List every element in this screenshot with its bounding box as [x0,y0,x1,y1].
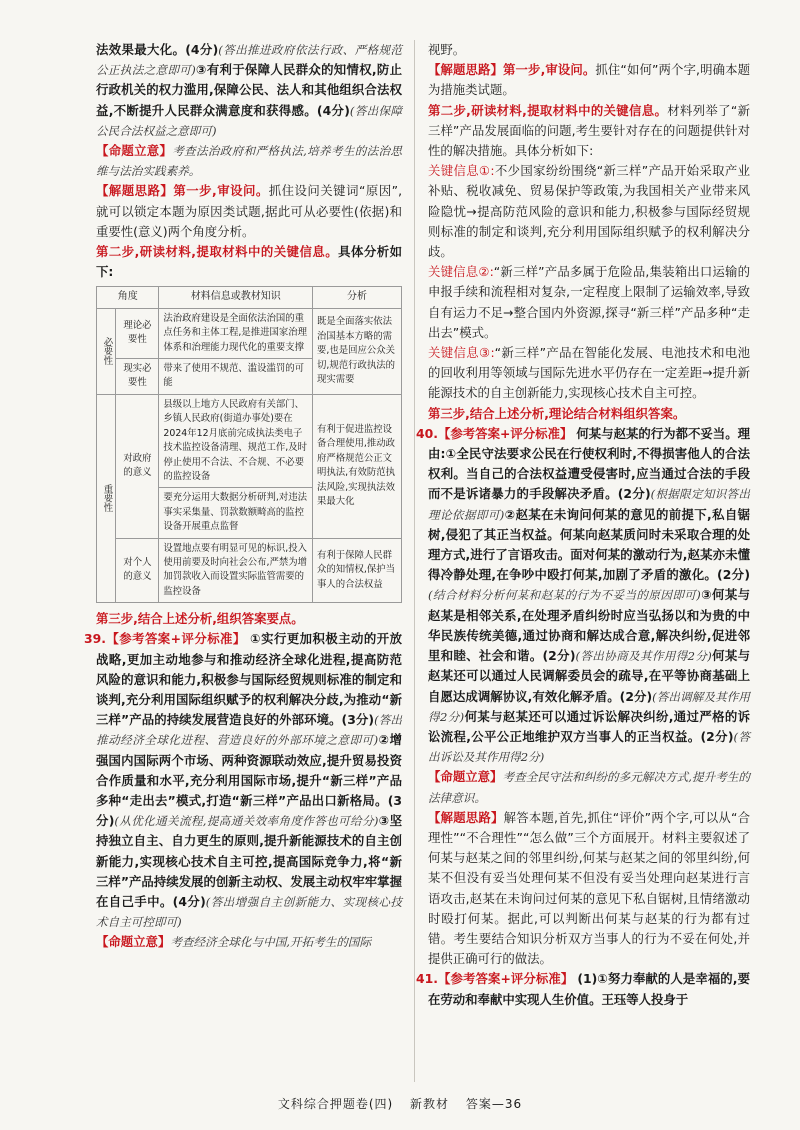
jieti-silu: 【解题思路】第一步,审设问。抓住设问关键词“原因”,就可以锁定本题为原因类试题,据此可从必要性(依据)和重要性(意义)两个角度分析。 [96,183,403,239]
step-two: 第二步,研读材料,提取材料中的关键信息。材料列举了“新三样”产品发展面临的问题,考生要针对存在的问题提供针对性的解决措施。具体分析如下: [428,102,750,159]
key-info-2: 关键信息②:“新三样”产品多属于危险品,集装箱出口运输的申报手续和流程相对复杂,一定程度上限制了运输效率,导致自有运力不足→整合国内外资源,探寻“新三样”产品多种“走出去”模式。 [428,264,750,340]
column-divider [414,40,415,1082]
table-row: 现实必要性 带来了使用不规范、滥设滥罚的可能 [97,359,402,395]
table-header: 角度 [97,287,159,308]
right-column [416,40,751,1082]
key-info-1: 关键信息①:不少国家纷纷围绕“新三样”产品开始采取产业补贴、税收减免、贸易保护等政策,为我国相关产业带来风险隐忧→提高防范风险的意识和能力,积极参与国际经贸规则标准的制定和谈判,充分利用国际组织赋予的权利解决分歧。 [428,163,750,260]
jieti-silu: 【解题思路】第一步,审设问。抓住“如何”两个字,明确本题为措施类试题。 [428,62,751,98]
question-41: 41.【参考答案+评分标准】 (1)①努力奉献的人是幸福的,要在劳动和奉献中实现人生价值。王珏等人投身于 [416,971,750,1007]
paragraph: 视野。 [428,42,466,57]
footer-edition: 新教材 [410,1097,450,1111]
analysis-table [96,286,402,603]
key-info-3: 关键信息③:“新三样”产品在智能化发展、电池技术和电池的回收利用等领域与国际先进水平仍存在一定差距→提升新能源技术的自主创新能力,实现核心技术自主可控。 [428,345,750,401]
step-three: 第三步,结合上述分析,理论结合材料组织答案。 [428,405,686,421]
mingti-liyi: 【命题立意】考查法治政府和严格执法,培养考生的法治思维与法治实践素养。 [96,143,403,179]
table-row: 对个人的意义 设置地点要有明显可见的标识,投入使用前要及时向社会公布,严禁为增加罚款收入而设置实际监管需要的监控设备 有利于保障人民群众的知情权,保护当事人的合法权益 [97,538,402,603]
step-two: 第二步,研读材料,提取材料中的关键信息。具体分析如下: [96,244,402,280]
left-column [84,40,403,1082]
table-row: 必要性 理论必要性 法治政府建设是全面依法治国的重点任务和主体工程,是推进国家治理体系和治理能力现代化的重要支撑 既是全面落实依法治国基本方略的需要,也是回应公众关切,规范行政执法的现实需要 [97,308,402,358]
table-header: 分析 [313,287,402,308]
mingti-liyi: 【命题立意】考查全民守法和纠纷的多元解决方式,提升考生的法律意识。 [428,769,751,805]
footer-title: 文科综合押题卷(四) [277,1097,394,1111]
table-row: 重要性 对政府的意义 县级以上地方人民政府有关部门、乡镇人民政府(街道办事处)要在2024年12月底前完成执法类电子技术监控设备清理、规范工作,及时停止使用不合法、不合规、不必要的监控设备 有利于促进监控设备合理使用,推动政府严格规范公正文明执法,有效防范执法风险,实现执法效果最大化 [97,394,402,487]
mingti-liyi-39: 【命题立意】考查经济全球化与中国,开拓考生的国际 [96,934,372,950]
question-39: 39.【参考答案+评分标准】 ①实行更加积极主动的开放战略,更加主动地参与和推动经济全球化进程,提高防范风险的意识和能力,积极参与国际经贸规则标准的制定和谈判,充分利用国际组织赋予的权利解决分歧,为推动“新三样”产品的持续发展营造良好的外部环境。(3分)(答出推动经济全球化进程、营造良好的外部环境之意即可)②增强国内国际两个市场、两种资源联动效应,提升贸易投资合作质量和水平,充分利用国际市场,提升“新三样”产品多种“走出去”模式,打造“新三样”产品出口新格局。(3分)(从优化通关流程,提高通关效率角度作答也可给分)③坚持独立自主、自力更生的原则,提升新能源技术的自主创新能力,实现核心技术自主可控,提高国际竞争力,将“新三样”产品持续发展的创新主动权、发展主动权牢牢掌握在自己手中。(4分)(答出增强自主创新能力、实现核心技术自主可控即可) [84,631,403,930]
step-three: 第三步,结合上述分析,组织答案要点。 [96,611,304,627]
paragraph: 法效果最大化。(4分)(答出推进政府依法行政、严格规范公正执法之意即可)③有利于保障人民群众的知情权,防止行政机关的权力滥用,保障公民、法人和其他组织合法权益,不断提升人民群众满意度和获得感。(4分)(答出保障公民合法权益之意即可) [96,42,402,138]
page-footer [0,1095,800,1112]
footer-page-number: 答案—36 [465,1097,523,1111]
question-40: 40.【参考答案+评分标准】 何某与赵某的行为都不妥当。理由:①全民守法要求公民在行使权利时,不得损害他人的合法权利。当自己的合法权益遭受侵害时,应当通过合法的手段而不是诉诸暴力的手段解决矛盾。(2分)(根据限定知识答出理论依据即可)②赵某在未询问何某的意见的前提下,私自锯树,侵犯了其正当权益。何某向赵某质问时未采取合理的处理方式,进行了言语攻击。面对何某的激动行为,赵某亦未懂得冷静处理,在争吵中殴打何某,加剧了矛盾的激化。(2分)(结合材料分析何某和赵某的行为不妥当的原因即可)③何某与赵某是相邻关系,在处理矛盾纠纷时应当弘扬以和为贵的中华民族传统美德,通过协商和解达成合意,解决纠纷,促进邻里和睦、社会和谐。(2分)(答出协商及其作用得2分)何某与赵某还可以通过人民调解委员会的疏导,在平等协商基础上自愿达成调解协议,有效化解矛盾。(2分)(答出调解及其作用得2分)何某与赵某还可以通过诉讼解决纠纷,通过严格的诉讼流程,公平公正地维护双方当事人的正当权益。(2分)(答出诉讼及其作用得2分) [416,425,751,765]
table-header: 材料信息或教材知识 [159,287,313,308]
table-row: 要充分运用大数据分析研判,对违法事实采集量、罚款数额畸高的监控设备开展重点监督 [97,488,402,538]
jieti-silu-2: 【解题思路】解答本题,首先,抓住“评价”两个字,可以从“合理性”“不合理性”“怎么做”三个方面展开。材料主要叙述了何某与赵某之间的邻里纠纷,何某与赵某之间的邻里纠纷,何某不但没有妥当处理何某不但没有妥当处理向赵某进行言语攻击,赵某在未询问过何某的意见下私自锯树,且情绪激动时殴打何某。据此,可以判断出何某与赵某的行为都有过错。考生要结合知识分析双方当事人的行为不妥在何处,并提供正确可行的做法。 [428,809,751,967]
